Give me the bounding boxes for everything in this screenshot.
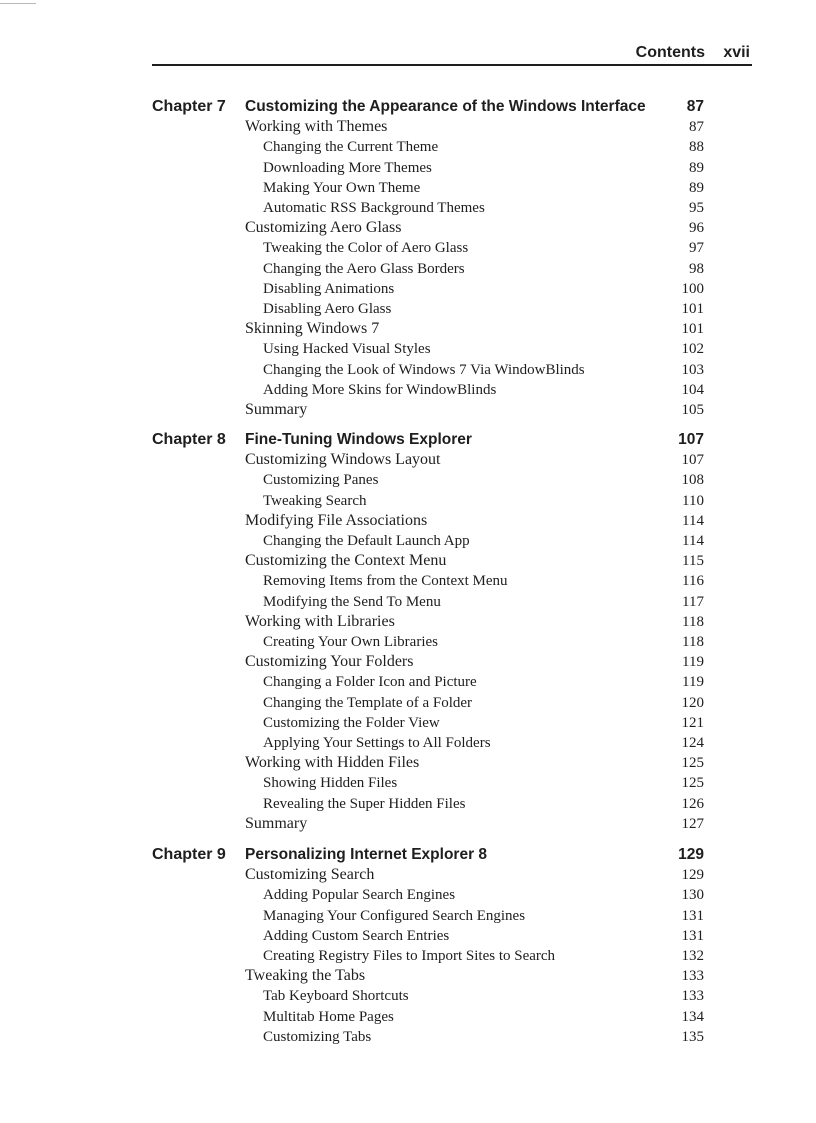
running-header [152,42,752,66]
entry-title: Disabling Aero Glass [263,301,392,317]
entry-title: Customizing Windows Layout [245,451,441,469]
crop-mark [0,3,36,4]
entry-page-number: 116 [682,573,704,590]
entry-page-number: 114 [682,512,704,529]
chapter-page-number: 129 [678,846,704,863]
entry-page-number: 117 [682,593,704,610]
entry-title: Working with Themes [245,118,388,136]
chapter-page-number: 87 [686,98,704,115]
entry-page-number: 127 [681,815,704,832]
entry-page-number: 119 [682,674,704,691]
entry-page-number: 120 [681,694,704,711]
entry-page-number: 87 [689,119,704,136]
entry-page-number: 133 [681,968,704,985]
entry-title: Using Hacked Visual Styles [263,341,431,358]
entry-page-number: 124 [681,735,704,751]
entry-page-number: 107 [681,452,704,469]
entry-title: Tab Keyboard Shortcuts [263,988,409,1005]
entry-title: Making Your Own Theme [263,179,421,196]
running-header-title: Contents [635,44,705,61]
entry-title: Skinning Windows 7 [245,320,380,338]
entry-title: Automatic RSS Background Themes [263,200,485,216]
entry-title: Summary [245,401,308,418]
entry-page-number: 103 [681,361,704,378]
entry-page-number: 132 [681,948,704,964]
entry-title: Adding More Skins for WindowBlinds [263,381,497,398]
entry-title: Adding Popular Search Engines [263,887,456,904]
entry-title: Working with Hidden Files [245,754,420,772]
chapter-title: Customizing the Appearance of the Windows Interface [245,98,646,115]
entry-title: Removing Items from the Context Menu [263,573,508,590]
entry-title: Customizing the Folder View [263,714,440,731]
entry-title: Disabling Animations [263,280,395,297]
entry-page-number: 125 [681,755,704,772]
entry-page-number: 134 [681,1008,704,1025]
entry-title: Customizing Panes [263,472,379,489]
entry-title: Changing the Default Launch App [263,533,470,549]
entry-page-number: 108 [681,472,704,489]
entry-title: Revealing the Super Hidden Files [263,795,466,812]
entry-page-number: 110 [682,492,704,509]
chapter-title-row[interactable] [152,430,704,450]
entry-page-number: 130 [681,887,704,904]
entry-page-number: 102 [681,341,704,358]
entry-page-number: 118 [682,634,704,650]
chapter-label: Chapter 8 [152,431,226,448]
chapter-title: Personalizing Internet Explorer 8 [245,846,488,863]
entry-title: Changing a Folder Icon and Picture [263,674,477,691]
entry-page-number: 121 [681,714,704,731]
entry-title: Multitab Home Pages [263,1008,394,1025]
entry-page-number: 88 [689,139,704,156]
entry-title: Applying Your Settings to All Folders [263,735,491,751]
entry-page-number: 98 [689,260,704,277]
entry-title: Summary [245,814,308,832]
entry-page-number: 100 [681,280,704,297]
entry-page-number: 125 [681,775,704,792]
entry-title: Tweaking the Color of Aero Glass [263,240,469,257]
entry-title: Working with Libraries [245,612,395,630]
entry-page-number: 101 [681,321,704,338]
entry-title: Customizing Your Folders [245,653,414,671]
entry-page-number: 133 [681,988,704,1005]
entry-page-number: 119 [682,654,704,671]
entry-title: Changing the Template of a Folder [263,694,473,711]
entry-title: Customizing the Context Menu [245,552,447,570]
chapter-label: Chapter 7 [152,98,226,115]
entry-page-number: 118 [682,613,704,630]
running-header-page-number: xvii [723,44,750,61]
entry-title: Creating Your Own Libraries [263,634,438,650]
entry-page-number: 97 [689,240,704,257]
entry-title: Tweaking Search [263,492,367,509]
entry-page-number: 105 [681,402,704,418]
entry-title: Customizing Tabs [263,1028,372,1045]
chapter-label: Chapter 9 [152,846,226,863]
entry-page-number: 126 [681,795,704,812]
entry-title: Creating Registry Files to Import Sites to Search [263,948,556,964]
entry-title: Changing the Aero Glass Borders [263,260,465,277]
entry-page-number: 131 [681,927,704,944]
entry-title: Modifying File Associations [245,511,428,529]
entry-title: Changing the Look of Windows 7 Via WindowBlinds [263,361,585,378]
entry-title: Showing Hidden Files [263,775,398,792]
entry-page-number: 96 [689,220,704,237]
entry-page-number: 101 [681,301,704,317]
entry-title: Customizing Search [245,866,375,884]
entry-page-number: 95 [689,200,704,216]
entry-page-number: 89 [689,159,704,176]
entry-title: Tweaking the Tabs [245,967,366,985]
chapter-title-row[interactable] [152,97,704,117]
entry-title: Changing the Current Theme [263,139,439,156]
entry-page-number: 114 [682,533,704,549]
entry-title: Modifying the Send To Menu [263,593,441,610]
chapter-title-row[interactable] [152,845,704,865]
entry-page-number: 131 [681,907,704,924]
entry-page-number: 135 [681,1028,704,1045]
entry-page-number: 89 [689,179,704,196]
entry-title: Managing Your Configured Search Engines [263,907,526,924]
entry-page-number: 129 [681,867,704,884]
chapter-title: Fine-Tuning Windows Explorer [245,431,472,448]
chapter-page-number: 107 [678,431,704,448]
entry-title: Customizing Aero Glass [245,219,402,237]
entry-page-number: 115 [682,553,704,570]
entry-page-number: 104 [681,381,704,398]
entry-title: Adding Custom Search Entries [263,927,450,944]
entry-title: Downloading More Themes [263,159,432,176]
